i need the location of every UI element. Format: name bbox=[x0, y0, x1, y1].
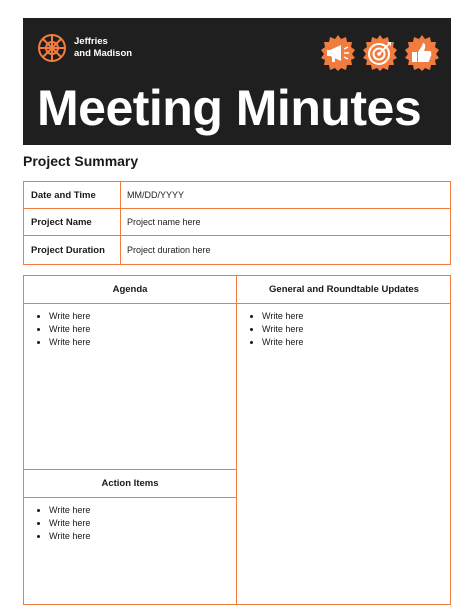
summary-row-project-name bbox=[24, 209, 450, 236]
list-item[interactable]: • Write here bbox=[262, 336, 303, 349]
header-divider bbox=[24, 303, 450, 304]
summary-label: Project Duration bbox=[24, 236, 121, 264]
summary-value-date[interactable]: MM/DD/YYYY bbox=[127, 190, 185, 200]
page-title: Meeting Minutes bbox=[37, 80, 422, 136]
summary-row-duration bbox=[24, 236, 450, 264]
list-item[interactable]: • Write here bbox=[49, 530, 90, 543]
brand-line-1: Jeffries bbox=[74, 36, 108, 47]
summary-row-date bbox=[24, 182, 450, 209]
logo-icon bbox=[37, 33, 67, 63]
summary-value-project-name[interactable]: Project name here bbox=[127, 217, 201, 227]
summary-value-duration[interactable]: Project duration here bbox=[127, 245, 211, 255]
badge-group bbox=[319, 34, 441, 72]
brand-line-2: and Madison bbox=[74, 47, 133, 59]
agenda-title: Agenda bbox=[112, 284, 148, 295]
list-item[interactable]: • Write here bbox=[262, 310, 303, 323]
list-item[interactable]: • Write here bbox=[49, 517, 90, 530]
thumbs-up-icon bbox=[403, 34, 441, 72]
minutes-grid bbox=[23, 275, 451, 605]
agenda-list[interactable] bbox=[24, 310, 90, 348]
list-item[interactable]: • Write here bbox=[49, 310, 90, 323]
megaphone-icon bbox=[319, 34, 357, 72]
summary-table bbox=[23, 181, 451, 265]
action-items-title: Action Items bbox=[101, 478, 159, 489]
list-item[interactable]: • Write here bbox=[262, 323, 303, 336]
updates-title: General and Roundtable Updates bbox=[269, 284, 419, 295]
action-items-list[interactable] bbox=[24, 504, 90, 542]
brand-name bbox=[74, 36, 132, 59]
list-item[interactable]: • Write here bbox=[49, 323, 90, 336]
list-item[interactable]: • Write here bbox=[49, 336, 90, 349]
summary-label: Date and Time bbox=[24, 182, 121, 208]
header-banner bbox=[23, 18, 451, 145]
target-icon bbox=[361, 34, 399, 72]
summary-label: Project Name bbox=[24, 209, 121, 235]
action-bottom-divider bbox=[24, 497, 236, 498]
updates-list[interactable] bbox=[237, 310, 303, 348]
list-item[interactable]: • Write here bbox=[49, 504, 90, 517]
summary-heading: Project Summary bbox=[23, 153, 139, 169]
